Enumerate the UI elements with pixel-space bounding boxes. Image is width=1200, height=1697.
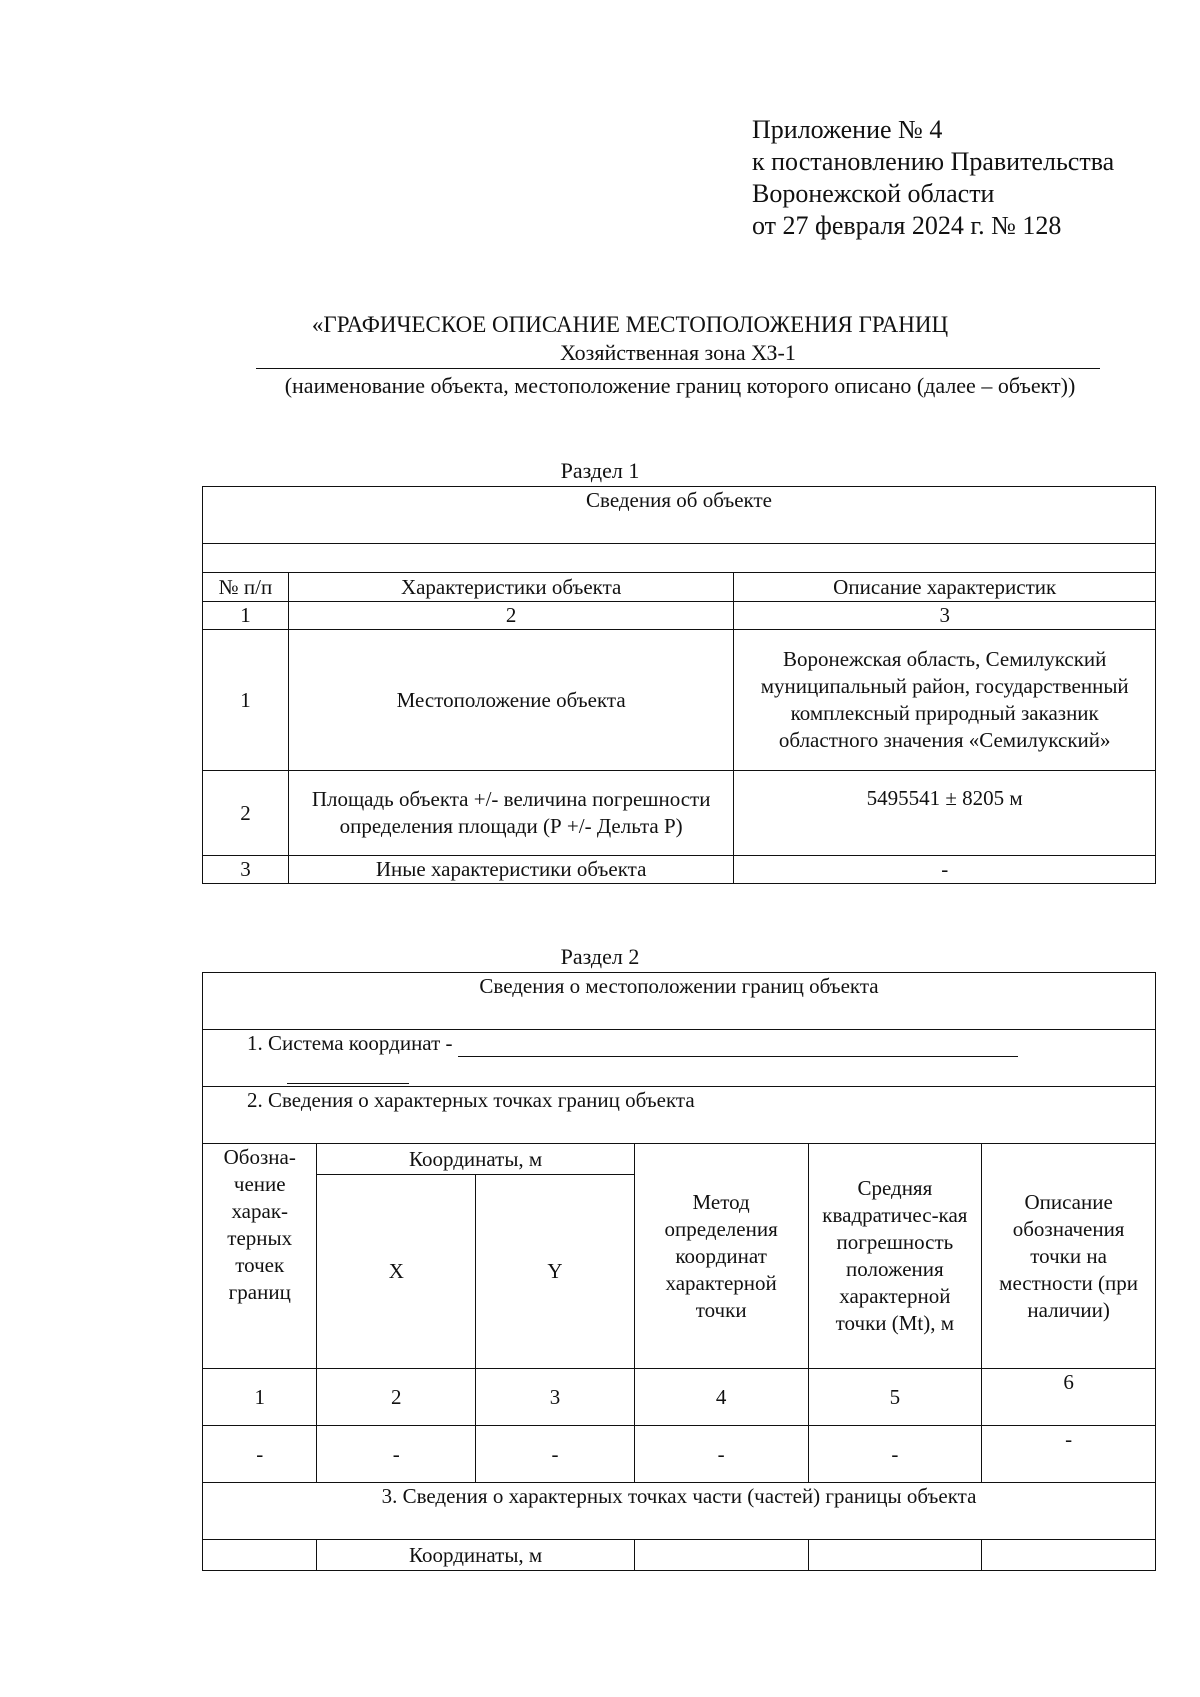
row-number: 3 — [203, 856, 289, 884]
row-description: Воронежская область, Семилукский муниципальный район, государственный комплексный природный заказник областного значения «Семилукский» — [734, 630, 1156, 771]
appendix-resolution: к постановлению Правительства — [752, 147, 1115, 176]
row-characteristic: Иные характеристики объекта — [288, 856, 734, 884]
col-number-cell: 3 — [734, 602, 1156, 630]
table-row — [203, 1426, 1156, 1483]
header-point-description: Описание обозначения точки на местности (при наличии) — [982, 1144, 1156, 1369]
col-number-cell: 1 — [203, 1369, 317, 1426]
header-y: Y — [476, 1175, 635, 1369]
col-number-cell: 2 — [317, 1369, 476, 1426]
object-info-title: Сведения об объекте — [203, 487, 1156, 544]
coord-system-blank — [458, 1036, 1018, 1057]
table-row — [203, 771, 1156, 856]
col-number-cell: 4 — [634, 1369, 808, 1426]
row-description: - — [734, 856, 1156, 884]
coord-system-label: 1. Система координат - — [247, 1031, 453, 1055]
appendix-header — [752, 114, 1114, 242]
header-x: X — [317, 1175, 476, 1369]
row-description: 5495541 ± 8205 м — [734, 771, 1156, 856]
data-cell: - — [982, 1426, 1156, 1483]
header-designation: Обозна-чение харак-терных точек границ — [203, 1144, 317, 1369]
table-row — [203, 856, 1156, 884]
appendix-date: от 27 февраля 2024 г. № 128 — [752, 211, 1062, 240]
table-row — [203, 630, 1156, 771]
section1-label: Раздел 1 — [560, 458, 640, 483]
header-number: № п/п — [203, 573, 289, 602]
data-cell: - — [317, 1426, 476, 1483]
data-cell: - — [634, 1426, 808, 1483]
header-coords: Координаты, м — [317, 1144, 634, 1175]
empty-cell — [634, 1540, 808, 1571]
parts-coords-header: Координаты, м — [317, 1540, 634, 1571]
data-cell: - — [203, 1426, 317, 1483]
boundary-table-title: Сведения о местоположении границ объекта — [203, 973, 1156, 1030]
col-number-cell: 2 — [288, 602, 734, 630]
row-characteristic: Площадь объекта +/- величина погрешности определения площади (Р +/- Дельта Р) — [288, 771, 734, 856]
col-number-cell: 5 — [808, 1369, 982, 1426]
parts-title: 3. Сведения о характерных точках части (частей) границы объекта — [203, 1483, 1156, 1540]
appendix-number: Приложение № 4 — [752, 115, 943, 144]
header-description: Описание характеристик — [734, 573, 1156, 602]
col-number-cell: 6 — [982, 1369, 1156, 1426]
empty-cell — [808, 1540, 982, 1571]
header-characteristic: Характеристики объекта — [288, 573, 734, 602]
data-cell: - — [476, 1426, 635, 1483]
blank-row — [203, 544, 1156, 573]
data-cell: - — [808, 1426, 982, 1483]
section2-label: Раздел 2 — [560, 944, 640, 969]
row-number: 2 — [203, 771, 289, 856]
points-title: 2. Сведения о характерных точках границ объекта — [203, 1087, 1156, 1144]
coord-system-row — [203, 1030, 1156, 1087]
object-info-table — [202, 486, 1156, 884]
row-number: 1 — [203, 630, 289, 771]
col-number-cell: 1 — [203, 602, 289, 630]
object-name-note: (наименование объекта, местоположение границ которого описано (далее – объект)) — [284, 373, 1076, 398]
empty-cell — [982, 1540, 1156, 1571]
header-method: Метод определения координат характерной точки — [634, 1144, 808, 1369]
col-number-cell: 3 — [476, 1369, 635, 1426]
boundary-table — [202, 972, 1156, 1571]
coord-system-blank-continuation — [287, 1071, 409, 1084]
row-characteristic: Местоположение объекта — [288, 630, 734, 771]
appendix-region: Воронежской области — [752, 179, 995, 208]
document-title: «ГРАФИЧЕСКОЕ ОПИСАНИЕ МЕСТОПОЛОЖЕНИЯ ГРАНИЦ — [311, 312, 949, 337]
empty-cell — [203, 1540, 317, 1571]
object-name: Хозяйственная зона ХЗ-1 — [256, 340, 1100, 369]
header-error: Средняя квадратичес-кая погрешность положения характерной точки (Mt), м — [808, 1144, 982, 1369]
